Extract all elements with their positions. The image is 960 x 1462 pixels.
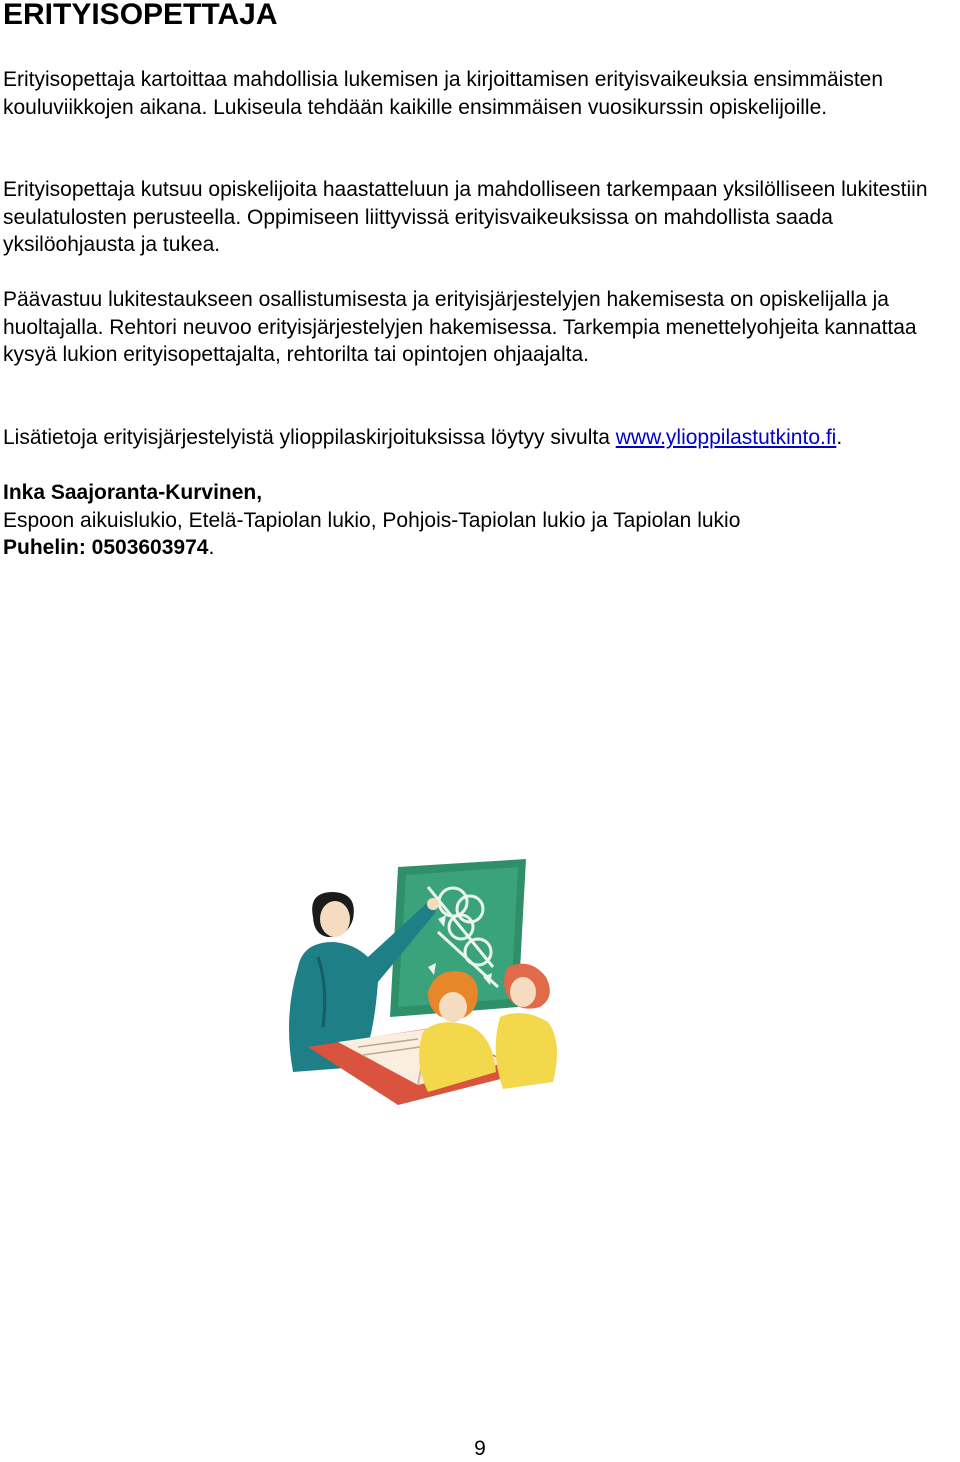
page-title: ERITYISOPETTAJA — [3, 0, 278, 31]
contact-phone-period: . — [208, 536, 215, 559]
teacher-with-students-clipart-icon — [278, 857, 578, 1107]
page-number: 9 — [474, 1437, 486, 1460]
ylioppilastutkinto-link[interactable]: www.ylioppilastutkinto.fi — [615, 426, 837, 449]
more-info-text: Lisätietoja erityisjärjestelyistä ylioppilaskirjoituksissa löytyy sivulta — [3, 426, 616, 449]
contact-schools: Espoon aikuislukio, Etelä-Tapiolan lukio, Pohjois-Tapiolan lukio ja Tapiolan lukio — [3, 508, 741, 532]
contact-name: Inka Saajoranta-Kurvinen, — [3, 481, 263, 504]
paragraph-interview: Erityisopettaja kutsuu opiskelijoita haastatteluun ja mahdolliseen tarkempaan yksilölliseen lukitestiin seulatulosten perusteella. Oppimiseen liittyvissä erityisvaikeuksissa on mahdollista saada yksilöohjausta ja tukea. — [3, 178, 928, 256]
contact-block — [3, 479, 955, 562]
paragraph-more-info — [3, 424, 955, 452]
contact-phone: Puhelin: 0503603974 — [3, 536, 209, 559]
paragraph-screening: Erityisopettaja kartoittaa mahdollisia lukemisen ja kirjoittamisen erityisvaikeuksia ensimmäisten kouluviikkojen aikana. Lukiseula tehdään kaikille ensimmäisen vuosikurssin opiskelijoille. — [3, 68, 884, 119]
more-info-period: . — [836, 426, 843, 449]
paragraph-responsibility: Päävastuu lukitestaukseen osallistumisesta ja erityisjärjestelyjen hakemisesta on opiskelijalla ja huoltajalla. Rehtori neuvoo erityisjärjestelyjen hakemisessa. Tarkempia menettelyohjeita kannattaa kysyä lukion erityisopettajalta, rehtorilta tai opintojen ohjaajalta. — [3, 288, 917, 366]
student-figure-2 — [496, 964, 557, 1089]
document-page — [3, 0, 955, 559]
